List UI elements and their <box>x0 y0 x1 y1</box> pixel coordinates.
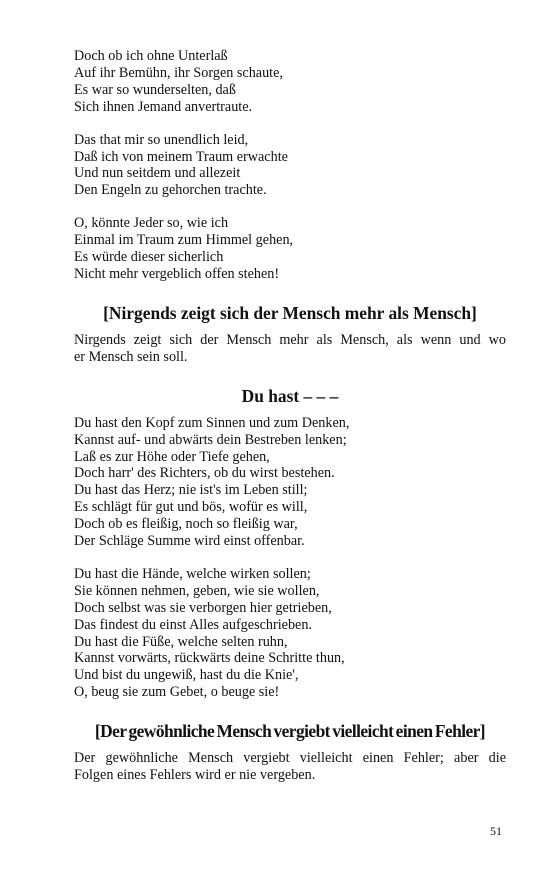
poem-stanza <box>74 48 506 116</box>
verse-line: Und bist du ungewiß, hast du die Knie', <box>74 667 299 684</box>
verse-line: Das that mir so unendlich leid, <box>74 131 249 148</box>
section-heading: [Nirgends zeigt sich der Mensch mehr als Mensch] <box>103 302 477 323</box>
section-heading: Du hast – – – <box>241 385 339 406</box>
poem-stanza <box>74 215 506 283</box>
page-text-column <box>74 48 506 784</box>
verse-line: Auf ihr Bemühn, ihr Sorgen schaute, <box>74 64 283 81</box>
verse-line: Der Schläge Summe wird einst offenbar. <box>74 533 305 550</box>
verse-line: Den Engeln zu gehorchen trachte. <box>74 182 267 199</box>
prose-paragraph <box>74 750 506 784</box>
verse-line: Sie können nehmen, geben, wie sie wollen, <box>74 582 320 599</box>
verse-line: Laß es zur Höhe oder Tiefe gehen, <box>74 448 270 465</box>
verse-line: Doch ob ich ohne Unterlaß <box>74 48 228 64</box>
verse-line: Es schlägt für gut und bös, wofür es will, <box>74 499 308 516</box>
verse-line: Du hast den Kopf zum Sinnen und zum Denken, <box>74 414 350 431</box>
poem-stanza <box>74 132 506 200</box>
verse-line: O, könnte Jeder so, wie ich <box>74 215 229 232</box>
verse-line: Doch harr' des Richters, ob du wirst bestehen. <box>74 465 335 482</box>
verse-line: Und nun seitdem und allezeit <box>74 165 241 182</box>
verse-line: Daß ich von meinem Traum erwachte <box>74 148 288 165</box>
verse-line: Kannst auf- und abwärts dein Bestreben lenken; <box>74 431 347 448</box>
section-heading: [Der gewöhnliche Mensch vergiebt vielleicht einen Fehler] <box>94 721 486 742</box>
prose-line: Nirgends zeigt sich der Mensch mehr als Mensch, als wenn und wo <box>74 331 506 348</box>
poem-stanza <box>74 415 506 550</box>
prose-line: er Mensch sein soll. <box>74 348 188 365</box>
prose-paragraph <box>74 332 506 366</box>
verse-line: Kannst vorwärts, rückwärts deine Schritte thun, <box>74 650 345 667</box>
verse-line: O, beug sie zum Gebet, o beuge sie! <box>74 684 280 701</box>
verse-line: Nicht mehr vergeblich offen stehen! <box>74 265 280 282</box>
prose-line: Folgen eines Fehlers wird er nie vergeben. <box>74 767 316 784</box>
verse-line: Du hast das Herz; nie ist's im Leben still; <box>74 482 308 499</box>
verse-line: Das findest du einst Alles aufgeschrieben. <box>74 616 312 633</box>
verse-line: Du hast die Hände, welche wirken sollen; <box>74 565 311 582</box>
verse-line: Sich ihnen Jemand anvertraute. <box>74 98 253 115</box>
verse-line: Doch ob es fleißig, noch so fleißig war, <box>74 516 298 533</box>
page-number: 51 <box>490 824 502 838</box>
verse-line: Doch selbst was sie verborgen hier getrieben, <box>74 599 332 616</box>
prose-line: Der gewöhnliche Mensch vergiebt vielleicht einen Fehler; aber die <box>74 750 506 767</box>
verse-line: Es würde dieser sicherlich <box>74 249 224 266</box>
verse-line: Einmal im Traum zum Himmel gehen, <box>74 232 294 249</box>
poem-stanza <box>74 566 506 701</box>
verse-line: Du hast die Füße, welche selten ruhn, <box>74 633 288 650</box>
verse-line: Es war so wunderselten, daß <box>74 81 236 98</box>
